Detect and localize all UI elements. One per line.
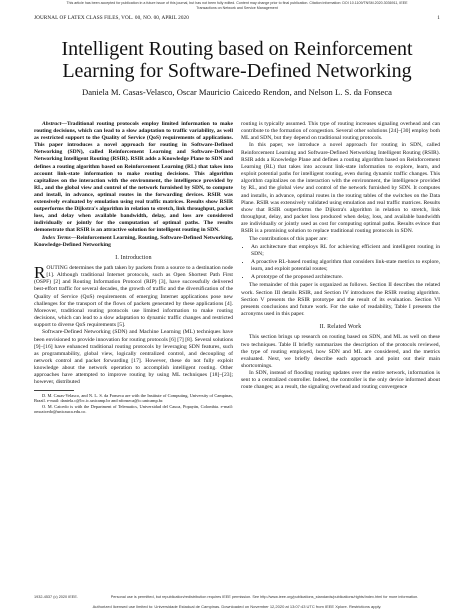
related-paragraph-1: This section brings up research on routing based on SDN, and ML as well on these two techniques. Table II briefly summarizes the description of the protocols reviewed, the type of routing employed, how SDN and ML are considered, and the metrics evaluated. Next, we briefly describe each approach and point out their main shortcomings. bbox=[241, 334, 440, 369]
related-paragraph-2: In SDN, instead of flooding routing updates over the entire network, information is sent to a centralized controller. Indeed, the controller is the only device informed about route changes; as a result, the signaling overhead and routing convergence bbox=[241, 370, 440, 391]
index-terms-text: —Reinforcement Learning, Routing, Software-Defined Networking, Knowledge-Defined Networking bbox=[34, 234, 234, 248]
rights-text: Personal use is permitted, but republication/redistribution requires IEEE permission. See http://www.ieee.org/publications_standards/publications/rights/index.html for more information. bbox=[110, 595, 419, 599]
contributions-intro: The contributions of this paper are: bbox=[249, 235, 328, 242]
banner-line-2: Transactions on Network and Service Management bbox=[196, 5, 278, 10]
organization-paragraph: The remainder of this paper is organized as follows. Section II describes the related work. Section III details RSIR, and Section IV introduces the RSIR routing algorithm. Section V presents the RSIR prototype and the result of its evaluation. Section VI presents conclusions and future work. For the sake of readability, Table I presents the acronyms used in this paper. bbox=[241, 282, 440, 318]
right-paragraph-2: In this paper, we introduce a novel approach for routing in SDN, called Reinforcement Learning and Software-Defined Networking Intelligent Routing (RSIR). RSIR adds a Knowledge Plane and defines a routing algorithm based on Reinforcement Learning (RL) that takes into account link-state information to explore, learn, and exploit potential paths for intelligent routing, even during dynamic traffic changes. This algorithm capitalizes on the interaction with the environment, the intelligence provided by RL, and the global view and control of the network furnished by SDN. It computes and installs, in advance, optimal routes in the routing tables of the switches on the Data Plane. RSIR was extensively validated using emulation and real traffic matrices. Results show that RSIR outperforms the Dijkstra's algorithm in relation to stretch, link throughput, delay, and packet loss produced when delay, loss, and available bandwidth are individually or jointly used as cost for computing optimal paths. Results evince that RSIR is a promising solution to replace traditional routing protocols in SDN. bbox=[241, 142, 440, 235]
contribution-item: • A prototype of the proposed architecture. bbox=[251, 274, 440, 281]
issn-text: 1932-4537 (c) 2020 IEEE. bbox=[34, 595, 78, 599]
page-number: 1 bbox=[437, 15, 440, 21]
drop-cap: R bbox=[34, 262, 46, 282]
author-list: Daniela M. Casas-Velasco, Oscar Mauricio Caicedo Rendon, and Nelson L. S. da Fonseca bbox=[81, 87, 392, 97]
journal-name: JOURNAL OF LATEX CLASS FILES, VOL. 00, NO. 00, APRIL 2020 bbox=[34, 15, 189, 21]
intro-paragraph-1-text: OUTING determines the path taken by packets from a source to a destination node [1]. Although traditional Internet protocols, such as Open Shortest Path First (OSPF) [2] and Routing Information Protocol (RIP) [3], have successfully delivered best-effort traffic for several decades, the growth of traffic and the diversification of the Quality of Service (QoS) requirements of emerging Internet applications pose new challenges for the transport of the flows of packets generated by these applications [4]. Moreover, traditional routing protocols use limited information to make routing decisions, which can lead to a slow adaptation to dynamic traffic changes and restricted support to diverse QoS requirements [5]. bbox=[34, 264, 233, 329]
footnote-rule bbox=[34, 390, 74, 391]
abstract bbox=[34, 121, 233, 235]
abstract-text: —Traditional routing protocols employ limited information to make routing decisions, which can lead to a slow adaptation to traffic variability, as well as restricted support to the Quality of Service (QoS) requirements of applications. This paper introduces a novel approach for routing in Software-Defined Networking (SDN), called Reinforcement Learning and Software-Defined Networking Intelligent Routing (RSIR). RSIR adds a Knowledge Plane to SDN and defines a routing algorithm based on Reinforcement Learning (RL) that takes into account link-state information to make routing decisions. This algorithm capitalizes on the interaction with the environment, the intelligence provided by RL, and the global view and control of the network furnished by SDN, to compute and install, in advance, optimal routes in the forwarding devices. RSIR was extensively evaluated by emulation using real traffic matrices. Results show RSIR outperforms the Dijkstra's algorithm in relation to stretch, link throughput, packet loss, and delay when available bandwidth, delay, and loss are considered individually or jointly for the computation of optimal paths. The results demonstrate that RSIR is an attractive solution for intelligent routing in SDN. bbox=[34, 121, 233, 234]
paper-title bbox=[20, 38, 454, 82]
running-head bbox=[34, 15, 440, 21]
intro-paragraph-1 bbox=[34, 262, 233, 329]
footnote-affiliation-1: D. M. Casas-Velasco, and N. L. S. da Fonseca are with the Institute of Computing, University of Campinas, Brazil. e-mail: daniela.c@lrc.ic.unicamp.br and nfonseca@ic.unicamp.br. bbox=[34, 392, 233, 404]
section-heading-introduction: I. Introduction bbox=[115, 254, 152, 261]
left-column bbox=[34, 121, 233, 415]
authorized-use-notice: Authorized licensed use limited to: Universidade Estadual de Campinas. Downloaded on November 12,2020 at 13:07:43 UTC from IEEE Xplore. Restrictions apply. bbox=[92, 604, 382, 609]
contribution-item: • An architecture that employs RL for achieving efficient and intelligent routing in SDN; bbox=[251, 244, 440, 258]
right-paragraph-1: routing is typically assumed. This type of routing increases signaling overhead and can contribute to the formation of congestion. Several other solutions [24]–[30] employ both ML and SDN, but they depend on traditional routing protocols. bbox=[241, 121, 440, 142]
right-column bbox=[241, 121, 440, 392]
intro-paragraph-2: Software-Defined Networking (SDN) and Machine Learning (ML) techniques have been envisioned to provide innovation for routing protocols [6] [7] [8]. Several solutions [9]–[16] have enhanced traditional routing protocols by leveraging SDN features, such as programmability, global view, logically centralized control, and decoupling of network control and packet forwarding [17]. However, these do not fully exploit knowledge about the network operation to accomplish intelligent routing. Other approaches have attempted to improve routing by using ML techniques [18]–[23]; however, distributed bbox=[34, 329, 233, 386]
contribution-item: • A proactive RL-based routing algorithm that considers link-state metrics to explore, learn, and exploit potential routes; bbox=[251, 259, 440, 273]
section-heading-related-work: II. Related Work bbox=[319, 324, 362, 331]
title-line-1: Intelligent Routing based on Reinforcement bbox=[61, 38, 413, 60]
publication-banner bbox=[2, 1, 472, 10]
banner-line-1: This article has been accepted for publication in a future issue of this journal, but has not been fully edited. Content may change prior to final publication. Citation information: DOI 10.1109/TNSM.2020.3036911, IEEE bbox=[66, 1, 408, 5]
title-line-2: Learning for Software-Defined Networking bbox=[62, 60, 412, 82]
footnote-affiliation-2: O. M. Caicedo is with the Department of Telematics, Universidad del Cauca, Popayán, Colombia. e-mail: omcaicedo@unicauca.edu.co. bbox=[34, 403, 233, 415]
contributions-list bbox=[241, 244, 440, 282]
abstract-label: Abstract bbox=[42, 121, 62, 127]
index-terms-label: Index Terms bbox=[42, 234, 71, 241]
index-terms bbox=[34, 235, 233, 249]
